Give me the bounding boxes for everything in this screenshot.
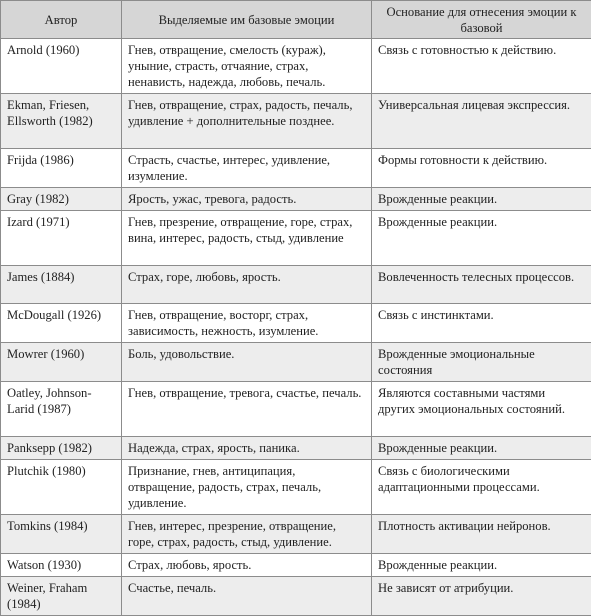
cell-emotions: Боль, удовольствие. xyxy=(122,343,372,382)
cell-author: Gray (1982) xyxy=(1,188,122,211)
cell-basis: Универсальная лицевая экспрессия. xyxy=(372,94,591,149)
cell-author: Oatley, Johnson-Larid (1987) xyxy=(1,382,122,437)
cell-author: Arnold (1960) xyxy=(1,39,122,94)
cell-emotions: Гнев, отвращение, восторг, страх, зависимость, нежность, изумление. xyxy=(122,304,372,343)
cell-emotions: Гнев, презрение, отвращение, горе, страх, вина, интерес, радость, стыд, удивление xyxy=(122,211,372,266)
table-row xyxy=(1,554,591,577)
table-row xyxy=(1,39,591,94)
cell-emotions: Страх, горе, любовь, ярость. xyxy=(122,266,372,304)
table-row xyxy=(1,343,591,382)
table-header xyxy=(1,1,591,39)
table-row xyxy=(1,94,591,149)
cell-author: Plutchik (1980) xyxy=(1,460,122,515)
cell-emotions: Гнев, отвращение, страх, радость, печаль, удивление + дополнительные позднее. xyxy=(122,94,372,149)
cell-basis: Врожденные реакции. xyxy=(372,554,591,577)
cell-basis: Связь с готовностью к действию. xyxy=(372,39,591,94)
header-author: Автор xyxy=(1,1,122,39)
cell-basis: Не зависят от атрибуции. xyxy=(372,577,591,616)
table-row xyxy=(1,437,591,460)
cell-author: Watson (1930) xyxy=(1,554,122,577)
cell-author: Izard (1971) xyxy=(1,211,122,266)
cell-author: Panksepp (1982) xyxy=(1,437,122,460)
cell-basis: Плотность активации нейронов. xyxy=(372,515,591,554)
table-row xyxy=(1,460,591,515)
cell-basis: Вовлеченность телесных процессов. xyxy=(372,266,591,304)
cell-emotions: Ярость, ужас, тревога, радость. xyxy=(122,188,372,211)
cell-author: Ekman, Friesen, Ellsworth (1982) xyxy=(1,94,122,149)
cell-author: Mowrer (1960) xyxy=(1,343,122,382)
cell-basis: Врожденные реакции. xyxy=(372,188,591,211)
table-row xyxy=(1,149,591,188)
cell-author: James (1884) xyxy=(1,266,122,304)
cell-emotions: Страх, любовь, ярость. xyxy=(122,554,372,577)
cell-basis: Связь с биологическими адаптационными процессами. xyxy=(372,460,591,515)
table-row xyxy=(1,304,591,343)
table-row xyxy=(1,188,591,211)
cell-author: Tomkins (1984) xyxy=(1,515,122,554)
table-row xyxy=(1,211,591,266)
cell-basis: Являются составными частями других эмоциональных состояний. xyxy=(372,382,591,437)
cell-author: Frijda (1986) xyxy=(1,149,122,188)
cell-emotions: Надежда, страх, ярость, паника. xyxy=(122,437,372,460)
cell-basis: Врожденные реакции. xyxy=(372,211,591,266)
table-row xyxy=(1,266,591,304)
header-basis: Основание для отнесения эмоции к базовой xyxy=(372,1,591,39)
cell-emotions: Гнев, интерес, презрение, отвращение, горе, страх, радость, стыд, удивление. xyxy=(122,515,372,554)
cell-emotions: Гнев, отвращение, смелость (кураж), уныние, страсть, отчаяние, страх, ненависть, надежда, любовь, печаль. xyxy=(122,39,372,94)
cell-emotions: Страсть, счастье, интерес, удивление, изумление. xyxy=(122,149,372,188)
cell-emotions: Счастье, печаль. xyxy=(122,577,372,616)
table-row xyxy=(1,382,591,437)
header-row xyxy=(1,1,591,39)
header-emotions: Выделяемые им базовые эмоции xyxy=(122,1,372,39)
table-body xyxy=(1,39,591,616)
cell-author: McDougall (1926) xyxy=(1,304,122,343)
cell-basis: Врожденные реакции. xyxy=(372,437,591,460)
cell-basis: Связь с инстинктами. xyxy=(372,304,591,343)
cell-emotions: Признание, гнев, антиципация, отвращение, радость, страх, печаль, удивление. xyxy=(122,460,372,515)
cell-basis: Формы готовности к действию. xyxy=(372,149,591,188)
cell-author: Weiner, Fraham (1984) xyxy=(1,577,122,616)
table-row xyxy=(1,577,591,616)
table-row xyxy=(1,515,591,554)
cell-basis: Врожденные эмоциональные состояния xyxy=(372,343,591,382)
cell-emotions: Гнев, отвращение, тревога, счастье, печаль. xyxy=(122,382,372,437)
